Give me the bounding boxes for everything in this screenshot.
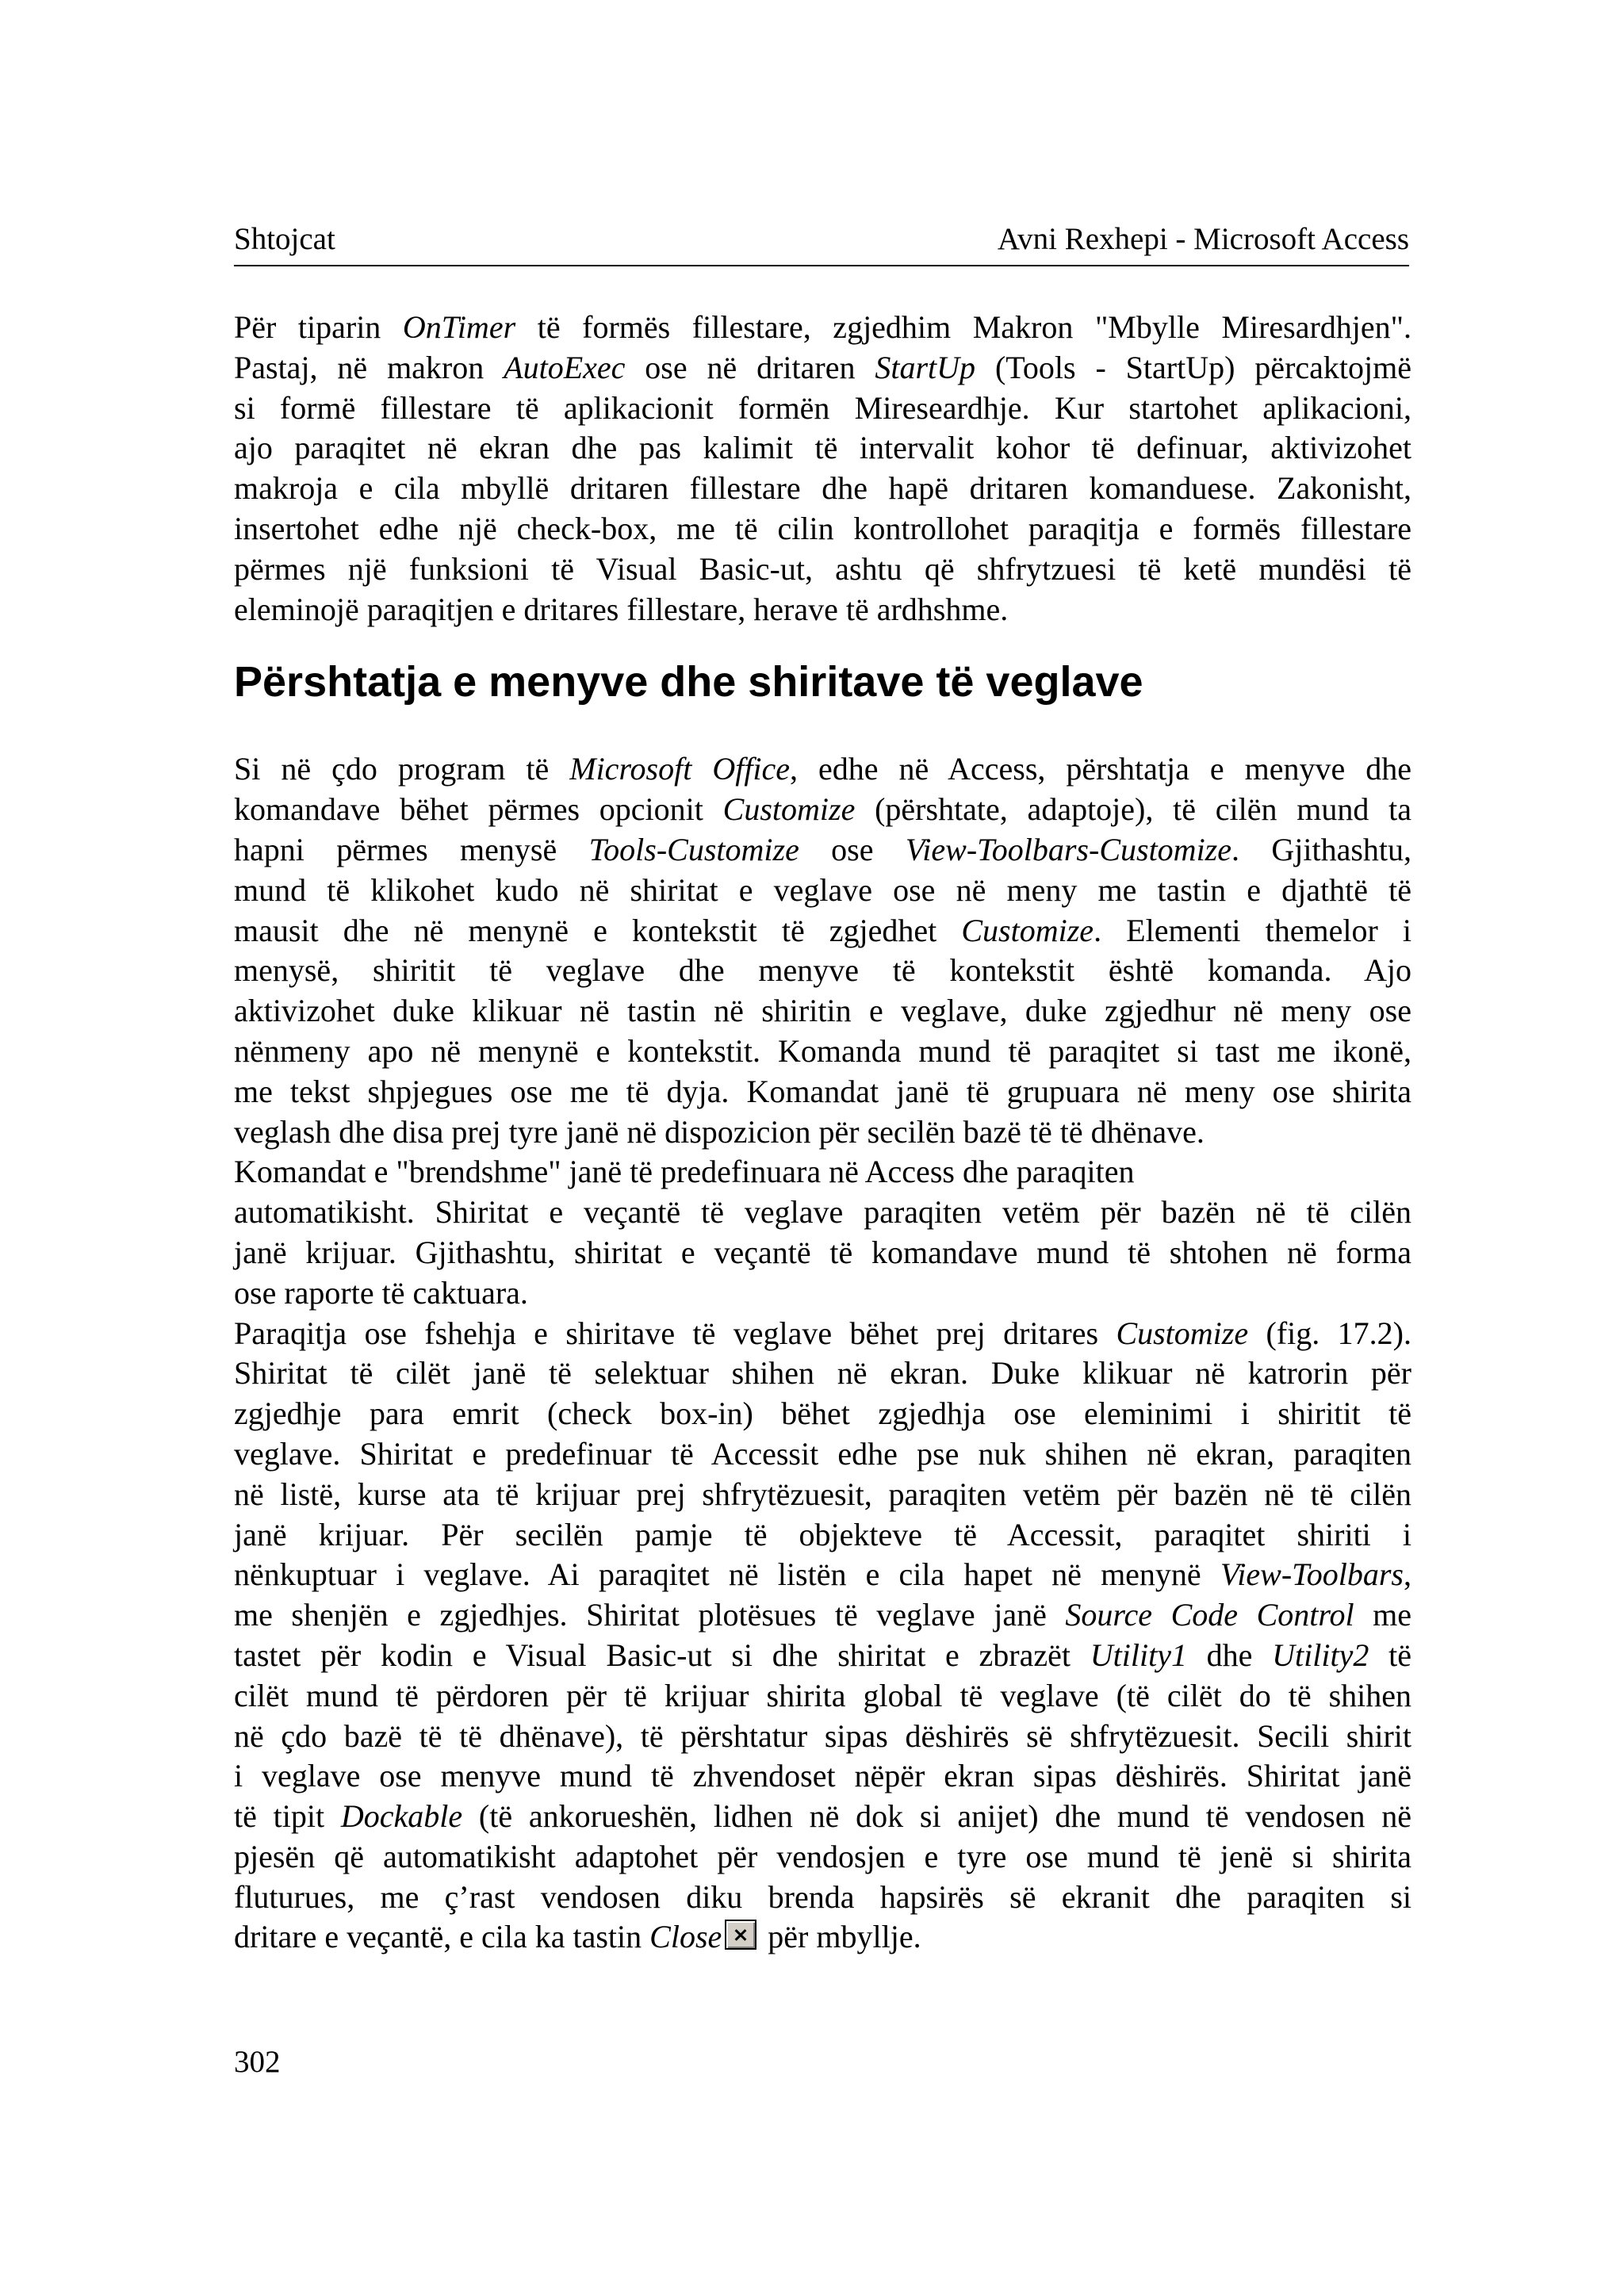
text-line: si formë fillestare të aplikacionit formën Mireseardhje. Kur startohet aplikacioni, [234,389,1411,426]
text-run: të formës fillestare, zgjedhim Makron "Mbylle Miresardhjen". [515,309,1411,345]
text-line: Shiritat të cilët janë të selektuar shihen në ekran. Duke klikuar në katrorin për [234,1355,1411,1391]
text-line: ajo paraqitet në ekran dhe pas kalimit të intervalit kohor të definuar, aktivizohet [234,430,1411,466]
text-line: në çdo bazë të të dhënave), të përshtatur sipas dëshirës së shfrytëzuesit. Secili shirit [234,1717,1411,1754]
text-line [234,1797,1411,1837]
text-line [234,911,1411,951]
text-line: pjesën që automatikisht adaptohet për vendosjen e tyre ose mund të jenë si shirita [234,1838,1411,1874]
text-run: Pastaj, në makron [234,349,504,385]
section-heading-wrap [234,658,1411,706]
page-number: 302 [234,2045,281,2079]
paragraph-ontimer [234,308,1411,630]
text-line: zgjedhje para emrit (check box-in) bëhet zgjedhja ose eleminimi i shiritit të [234,1395,1411,1432]
section-heading: Përshtatja e menyve dhe shiritave të veglave [234,658,1143,706]
page-body [234,308,1411,1958]
text-line: mund të klikohet kudo në shiritat e veglave ose në meny me tastin e djathtë të [234,871,1411,908]
text-run: ose në dritaren [625,349,875,385]
text-run: mausit dhe në menynë e kontekstit të zgjedhet [234,912,962,948]
text-run: dritare e veçantë, e cila ka tastin [234,1919,650,1955]
text-line [234,1917,1411,1958]
italic-term: AutoExec [504,349,626,385]
text-line [234,790,1411,830]
text-run: të tipit [234,1798,341,1835]
text-line: cilët mund të përdoren për të krijuar shirita global të veglave (të cilët do të shihen [234,1677,1411,1713]
italic-term: Utility2 [1272,1636,1369,1673]
italic-term: Dockable [340,1798,463,1835]
page-header [234,219,1409,266]
text-line: ose raporte të caktuara. [234,1274,528,1311]
text-line: aktivizohet duke klikuar në tastin në shiritin e veglave, duke zgjedhur në meny ose [234,993,1411,1029]
italic-term: Close [649,1919,722,1955]
italic-term: Utility1 [1090,1636,1187,1673]
paragraph-toolbars [234,1314,1411,1958]
text-line: janë krijuar. Gjithashtu, shiritat e veçantë të komandave mund të shtohen në forma [234,1234,1411,1270]
italic-term: View-Toolbars [1220,1556,1404,1593]
text-run: , edhe në Access, përshtatja e menyve dhe [790,751,1411,787]
italic-term: Customize [722,791,856,828]
italic-term: View-Toolbars-Customize [905,831,1231,867]
text-run: për mbyllje. [760,1919,921,1955]
text-line [234,308,1411,348]
text-run: , [1404,1556,1411,1593]
italic-term: Customize [961,912,1094,948]
text-run: . Gjithashtu, [1231,831,1411,867]
text-line: fluturues, me ç’rast vendosen diku brenda hapsirës së ekranit dhe paraqiten si [234,1878,1411,1915]
text-line: nënmeny apo në menynë e kontekstit. Komanda mund të paraqitet si tast me ikonë, [234,1032,1411,1069]
text-run: të [1369,1636,1411,1673]
header-book-title: Avni Rexhepi - Microsoft Access [997,222,1409,256]
text-line: veglash dhe disa prej tyre janë në dispozicion për secilën bazë të të dhënave. [234,1113,1205,1150]
text-line: janë krijuar. Për secilën pamje të objekteve të Accessit, paraqitet shiriti i [234,1516,1411,1552]
italic-term: StartUp [875,349,976,385]
italic-term: Customize [1116,1315,1249,1351]
text-run: komandave bëhet përmes opcionit [234,791,723,828]
paragraph-customize [234,749,1411,1313]
text-line: i veglave ose menyve mund të zhvendoset nëpër ekran sipas dëshirës. Shiritat janë [234,1758,1411,1794]
text-line: makroja e cila mbyllë dritaren fillestare dhe hapë dritaren komanduese. Zakonisht, [234,470,1411,507]
header-section-title: Shtojcat [234,222,335,256]
text-run: me [1354,1597,1411,1633]
text-run: tastet për kodin e Visual Basic-ut si dhe shiritat e zbrazët [234,1636,1090,1673]
italic-term: OnTimer [402,309,516,345]
text-line [234,1314,1411,1354]
text-run: . Elementi themelor i [1094,912,1411,948]
text-line [234,1636,1411,1676]
text-line: menysë, shiritit të veglave dhe menyve të kontekstit është komanda. Ajo [234,952,1411,989]
text-run: (fig. 17.2). [1248,1315,1411,1351]
italic-term: Microsoft Office [569,751,791,787]
text-run: Paraqitja ose fshehja e shiritave të veglave bëhet prej dritares [234,1315,1116,1351]
text-run: Për tiparin [234,309,403,345]
text-line [234,348,1411,389]
text-line: automatikisht. Shiritat e veçantë të veglave paraqiten vetëm për bazën në të cilën [234,1194,1411,1231]
text-run: (të ankorueshën, lidhen në dok si anijet) dhe mund të vendosen në [462,1798,1411,1835]
text-run: nënkuptuar i veglave. Ai paraqitet në listën e cila hapet në menynë [234,1556,1220,1593]
text-line: me tekst shpjegues ose me të dyja. Komandat janë të grupuara në meny ose shirita [234,1073,1411,1109]
text-run: Si në çdo program të [234,751,570,787]
text-line [234,1595,1411,1636]
text-line: insertohet edhe një check-box, me të cilin kontrollohet paraqitja e formës fillestare [234,510,1411,546]
text-line: Komandat e "brendshme" janë të predefinuara në Access dhe paraqiten [234,1154,1135,1190]
text-run: ose [799,831,906,867]
text-run: dhe [1186,1636,1273,1673]
text-run: me shenjën e zgjedhjes. Shiritat plotësues të veglave janë [234,1597,1066,1633]
text-run: (përshtate, adaptoje), të cilën mund ta [855,791,1411,828]
text-run: (Tools - StartUp) përcaktojmë [975,349,1411,385]
text-line: eleminojë paraqitjen e dritares fillestare, herave të ardhshme. [234,591,1009,627]
text-line: veglave. Shiritat e predefinuar të Accessit edhe pse nuk shihen në ekran, paraqiten [234,1435,1411,1472]
text-line [234,1555,1411,1595]
close-x-icon [725,1920,756,1950]
text-line: përmes një funksioni të Visual Basic-ut, ashtu që shfrytzuesi të ketë mundësi të [234,550,1411,587]
text-line [234,830,1411,871]
text-line: në listë, kurse ata të krijuar prej shfrytëzuesit, paraqiten vetëm për bazën në të cilën [234,1476,1411,1512]
text-line [234,749,1411,790]
italic-term: Tools-Customize [588,831,799,867]
text-run: hapni përmes menysë [234,831,589,867]
italic-term: Source Code Control [1065,1597,1354,1633]
